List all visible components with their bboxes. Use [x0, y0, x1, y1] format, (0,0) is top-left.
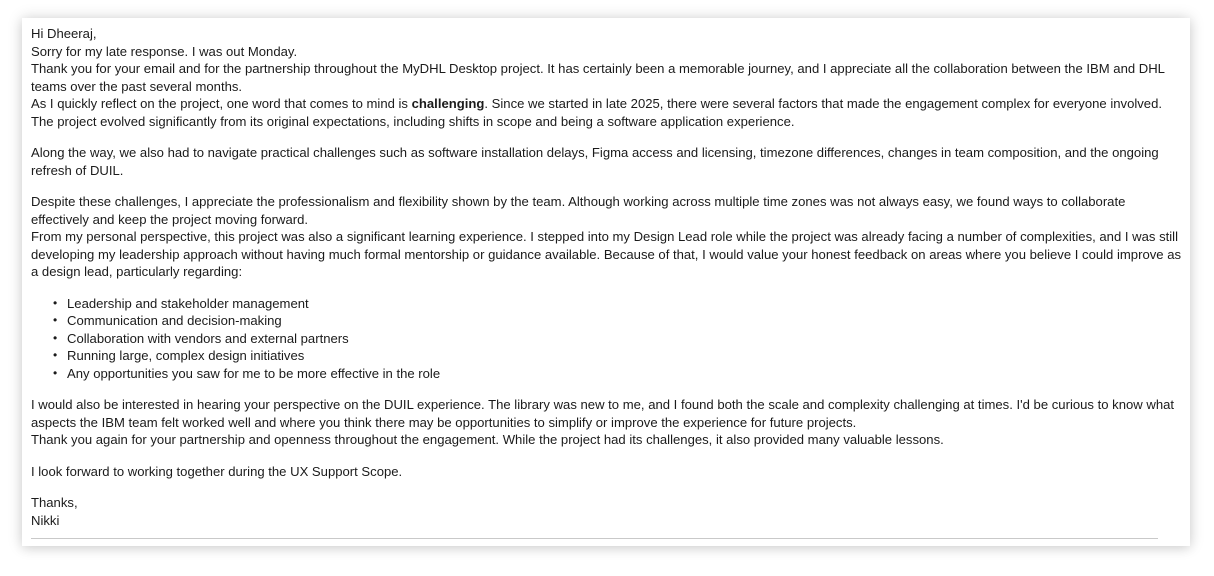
bullet-icon: •	[53, 348, 58, 362]
email-card	[22, 18, 1190, 546]
list-item	[53, 365, 1182, 383]
list-item	[53, 295, 1182, 313]
thanks-paragraph: Thank you for your email and for the partnership throughout the MyDHL Desktop project. It has certainly been a memorable journey, and I appreciate all the collaboration between the IBM and DHL teams over the past several months.	[31, 61, 1165, 94]
signoff: Thanks,	[31, 495, 78, 510]
bottom-divider	[31, 538, 1158, 539]
despite-paragraph: Despite these challenges, I appreciate the professionalism and flexibility shown by the team. Although working across multiple time zones was not always easy, we found ways to collaborate effectively and keep the project moving forward.	[31, 194, 1126, 227]
list-item-text: Collaboration with vendors and external partners	[67, 330, 349, 346]
reflect-paragraph	[31, 95, 1182, 130]
list-item	[53, 347, 1182, 365]
feedback-areas-list	[31, 295, 1182, 383]
list-item-text: Communication and decision-making	[67, 313, 282, 328]
paragraph-gap	[31, 281, 1182, 295]
list-item-text: Running large, complex design initiatives	[67, 348, 305, 363]
late-response-line: Sorry for my late response. I was out Monday.	[31, 43, 298, 59]
challenges-paragraph: Along the way, we also had to navigate practical challenges such as software installation delays, Figma access and licensing, timezone differences, changes in team composition, and the ongoing refresh of DUIL.	[31, 145, 1159, 178]
paragraph-gap	[31, 179, 1182, 193]
reflect-text-after: . Since we started in late 2025, there were several factors that made the engagement complex for everyone involved. The project evolved significantly from its original expectations, including shifts in scope and being a software application experience.	[31, 96, 1163, 129]
greeting: Hi Dheeraj,	[31, 26, 97, 41]
bullet-icon: •	[53, 365, 58, 380]
signature: Nikki	[31, 512, 60, 528]
reflect-text-before: As I quickly reflect on the project, one word that comes to mind is	[31, 96, 412, 111]
personal-perspective-paragraph: From my personal perspective, this project was also a significant learning experience. I stepped into my Design Lead role while the project was already facing a number of complexities, and I was still developing my leadership approach without having much formal mentorship or guidance available. Because of that, I would value your honest feedback on areas where you believe I could improve as a design lead, particularly regarding:	[31, 229, 1182, 279]
paragraph-gap	[31, 480, 1182, 494]
email-body	[31, 25, 1182, 529]
list-item	[53, 312, 1182, 330]
paragraph-gap	[31, 449, 1182, 463]
bullet-icon: •	[53, 313, 58, 327]
paragraph-gap	[31, 130, 1182, 144]
bullet-icon: •	[53, 295, 58, 310]
bullet-icon: •	[53, 330, 58, 345]
duil-paragraph: I would also be interested in hearing your perspective on the DUIL experience. The library was new to me, and I found both the scale and complexity challenging at times. I'd be curious to know what aspects the IBM team felt worked well and where you think there may be opportunities to simplify or improve the experience for future projects.	[31, 397, 1175, 430]
paragraph-gap	[31, 382, 1182, 396]
thanks-again-paragraph: Thank you again for your partnership and openness throughout the engagement. While the project had its challenges, it also provided many valuable lessons.	[31, 432, 944, 447]
look-forward-paragraph: I look forward to working together during the UX Support Scope.	[31, 463, 403, 479]
reflect-bold-word: challenging	[411, 96, 485, 111]
list-item-text: Leadership and stakeholder management	[67, 295, 309, 311]
list-item-text: Any opportunities you saw for me to be more effective in the role	[67, 365, 441, 381]
list-item	[53, 330, 1182, 348]
